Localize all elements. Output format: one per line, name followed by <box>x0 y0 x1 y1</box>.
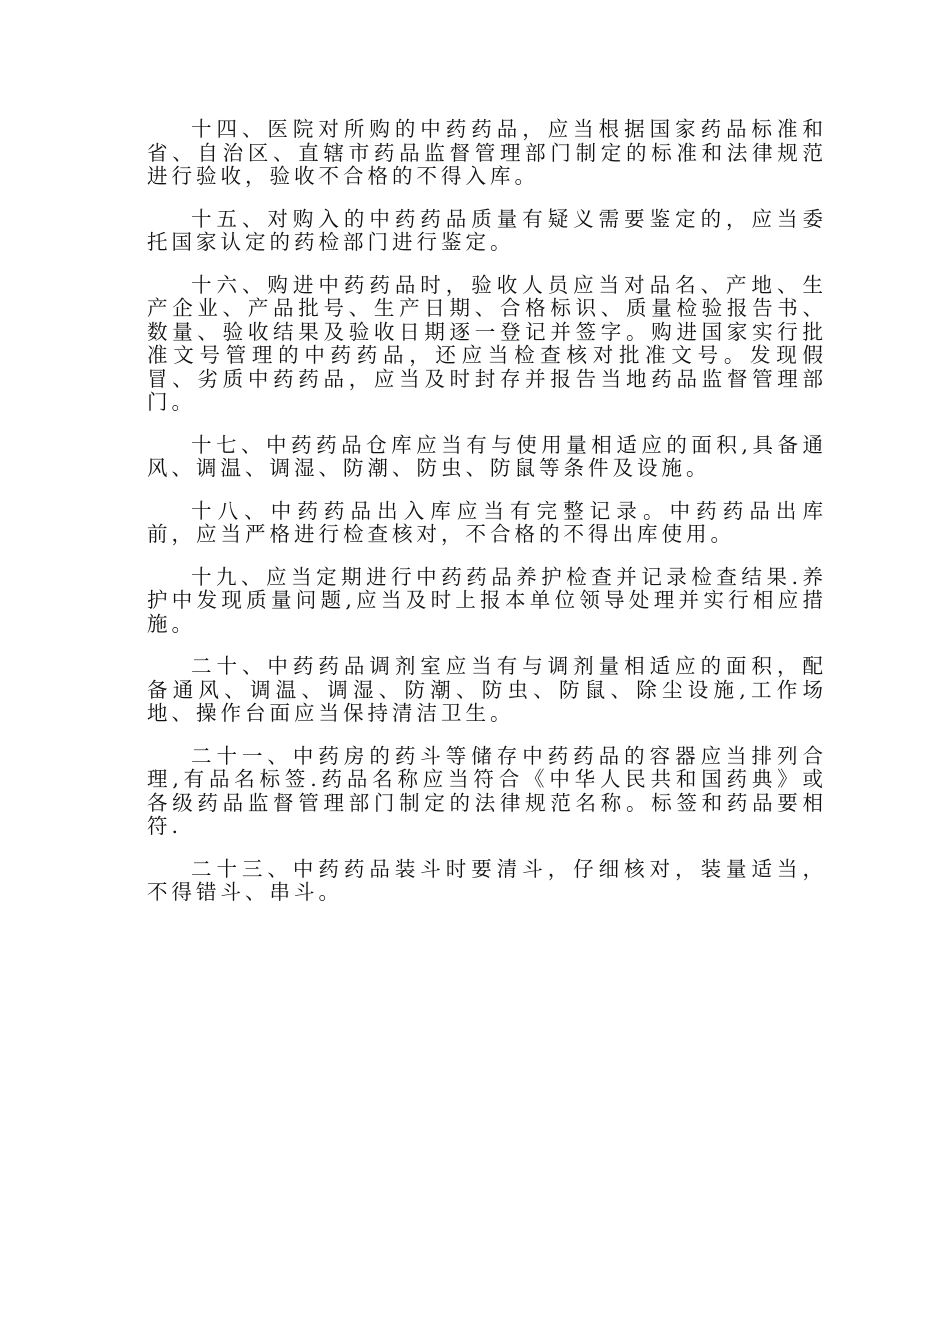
document-body <box>147 118 827 924</box>
paragraph-19: 十九、应当定期进行中药药品养护检查并记录检查结果.养护中发现质量问题,应当及时上报本单位领导处理并实行相应措施。 <box>147 564 827 636</box>
paragraph-15: 十五、对购入的中药药品质量有疑义需要鉴定的，应当委托国家认定的药检部门进行鉴定。 <box>147 206 827 254</box>
paragraph-23: 二十三、中药药品装斗时要清斗，仔细核对，装量适当，不得错斗、串斗。 <box>147 856 827 904</box>
paragraph-18: 十八、中药药品出入库应当有完整记录。中药药品出库前，应当严格进行检查核对，不合格的不得出库使用。 <box>147 498 827 546</box>
paragraph-16: 十六、购进中药药品时，验收人员应当对品名、产地、生产企业、产品批号、生产日期、合格标识、质量检验报告书、数量、验收结果及验收日期逐一登记并签字。购进国家实行批准文号管理的中药药品，还应当检查核对批准文号。发现假冒、劣质中药药品，应当及时封存并报告当地药品监督管理部门。 <box>147 272 827 414</box>
paragraph-20: 二十、中药药品调剂室应当有与调剂量相适应的面积，配备通风、调温、调湿、防潮、防虫、防鼠、除尘设施,工作场地、操作台面应当保持清洁卫生。 <box>147 654 827 725</box>
paragraph-21: 二十一、中药房的药斗等储存中药药品的容器应当排列合理,有品名标签.药品名称应当符合《中华人民共和国药典》或各级药品监督管理部门制定的法律规范名称。标签和药品要相符. <box>147 743 827 838</box>
paragraph-14: 十四、医院对所购的中药药品，应当根据国家药品标准和省、自治区、直辖市药品监督管理部门制定的标准和法律规范进行验收，验收不合格的不得入库。 <box>147 117 827 188</box>
paragraph-17: 十七、中药药品仓库应当有与使用量相适应的面积,具备通风、调温、调湿、防潮、防虫、防鼠等条件及设施。 <box>147 432 827 480</box>
